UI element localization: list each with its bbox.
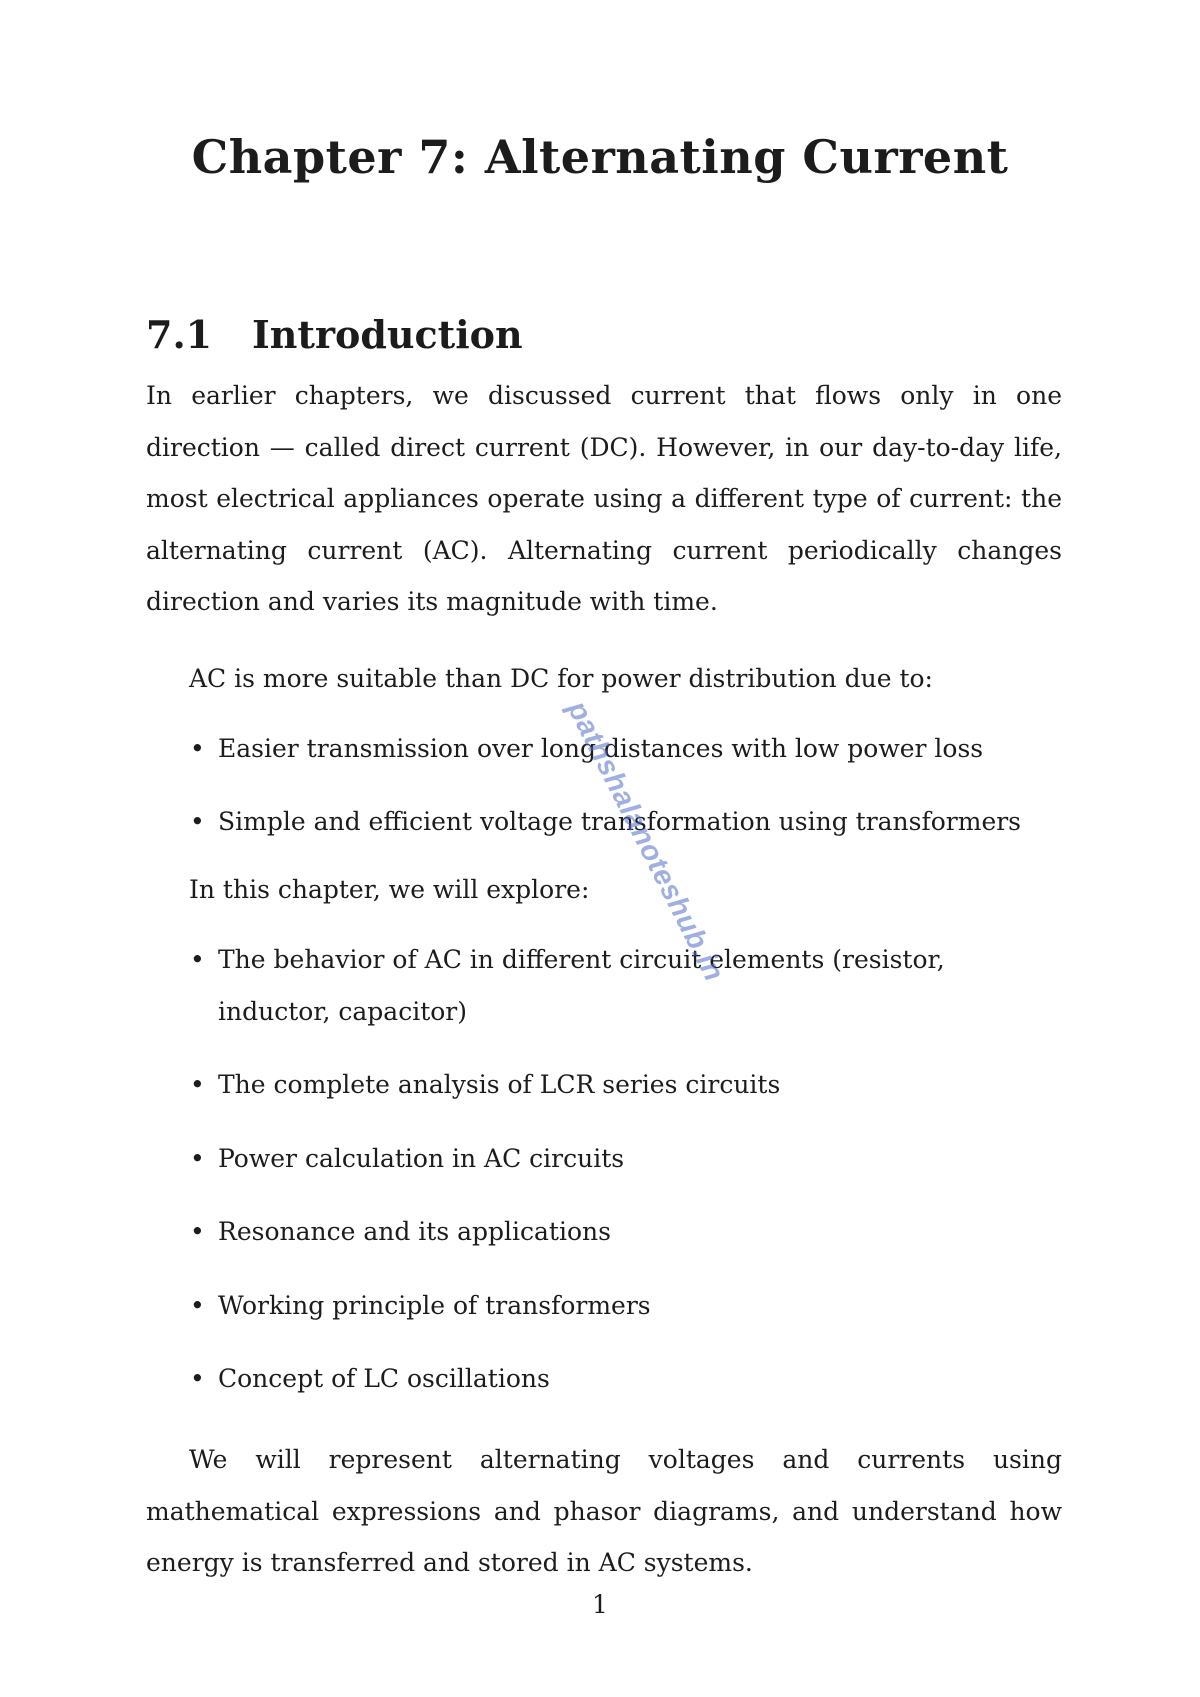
bullet-icon: • xyxy=(190,1143,205,1173)
page-number: 1 xyxy=(592,1590,608,1619)
list-item-text: The behavior of AC in different circuit elements (resistor, inductor, capacitor) xyxy=(218,945,945,1026)
list-item xyxy=(146,796,1062,848)
explore-paragraph: In this chapter, we will explore: xyxy=(189,875,590,904)
section-number: 7.1 xyxy=(146,312,213,357)
list-item xyxy=(146,1353,1062,1405)
list-item xyxy=(146,1133,1062,1185)
list-item-text: Easier transmission over long distances with low power loss xyxy=(218,734,984,763)
list-item xyxy=(146,1059,1062,1111)
bullet-icon: • xyxy=(190,806,205,836)
bullet-icon: • xyxy=(190,1290,205,1320)
list-item-text: The complete analysis of LCR series circuits xyxy=(218,1070,781,1099)
list-item-text: Working principle of transformers xyxy=(218,1290,651,1320)
intro-paragraph: In earlier chapters, we discussed current that flows only in one direction — called direct current (DC). However, in our day-to-day life, most electrical appliances operate using a different type of current: the alternating current (AC). Alternating current periodically changes direction and varies its magnitude with time. xyxy=(146,381,1062,616)
bullet-icon: • xyxy=(190,1364,205,1393)
bullet-icon: • xyxy=(190,734,205,763)
bullet-icon: • xyxy=(190,1070,205,1099)
list-item-text: Resonance and its applications xyxy=(218,1217,611,1246)
list-item-text: Power calculation in AC circuits xyxy=(218,1143,625,1173)
list-item-text: Concept of LC oscillations xyxy=(218,1364,550,1393)
bullet-icon: • xyxy=(190,945,205,974)
topics-list xyxy=(146,934,1062,1405)
section-heading xyxy=(146,312,523,357)
list-item xyxy=(146,1206,1062,1258)
list-item xyxy=(146,1280,1062,1332)
list-item xyxy=(146,934,1062,1037)
section-title: Introduction xyxy=(252,312,523,357)
bullet-icon: • xyxy=(190,1217,205,1246)
closing-paragraph: We will represent alternating voltages and currents using mathematical expressions and phasor diagrams, and understand how energy is transferred and stored in AC systems. xyxy=(146,1445,1062,1577)
list-item-text: Simple and efficient voltage transformation using transformers xyxy=(218,806,1022,836)
chapter-title: Chapter 7: Alternating Current xyxy=(191,130,1009,184)
watermark: pathshalanoteshub.in xyxy=(560,696,730,987)
ac-suitability-paragraph: AC is more suitable than DC for power distribution due to: xyxy=(189,664,933,693)
